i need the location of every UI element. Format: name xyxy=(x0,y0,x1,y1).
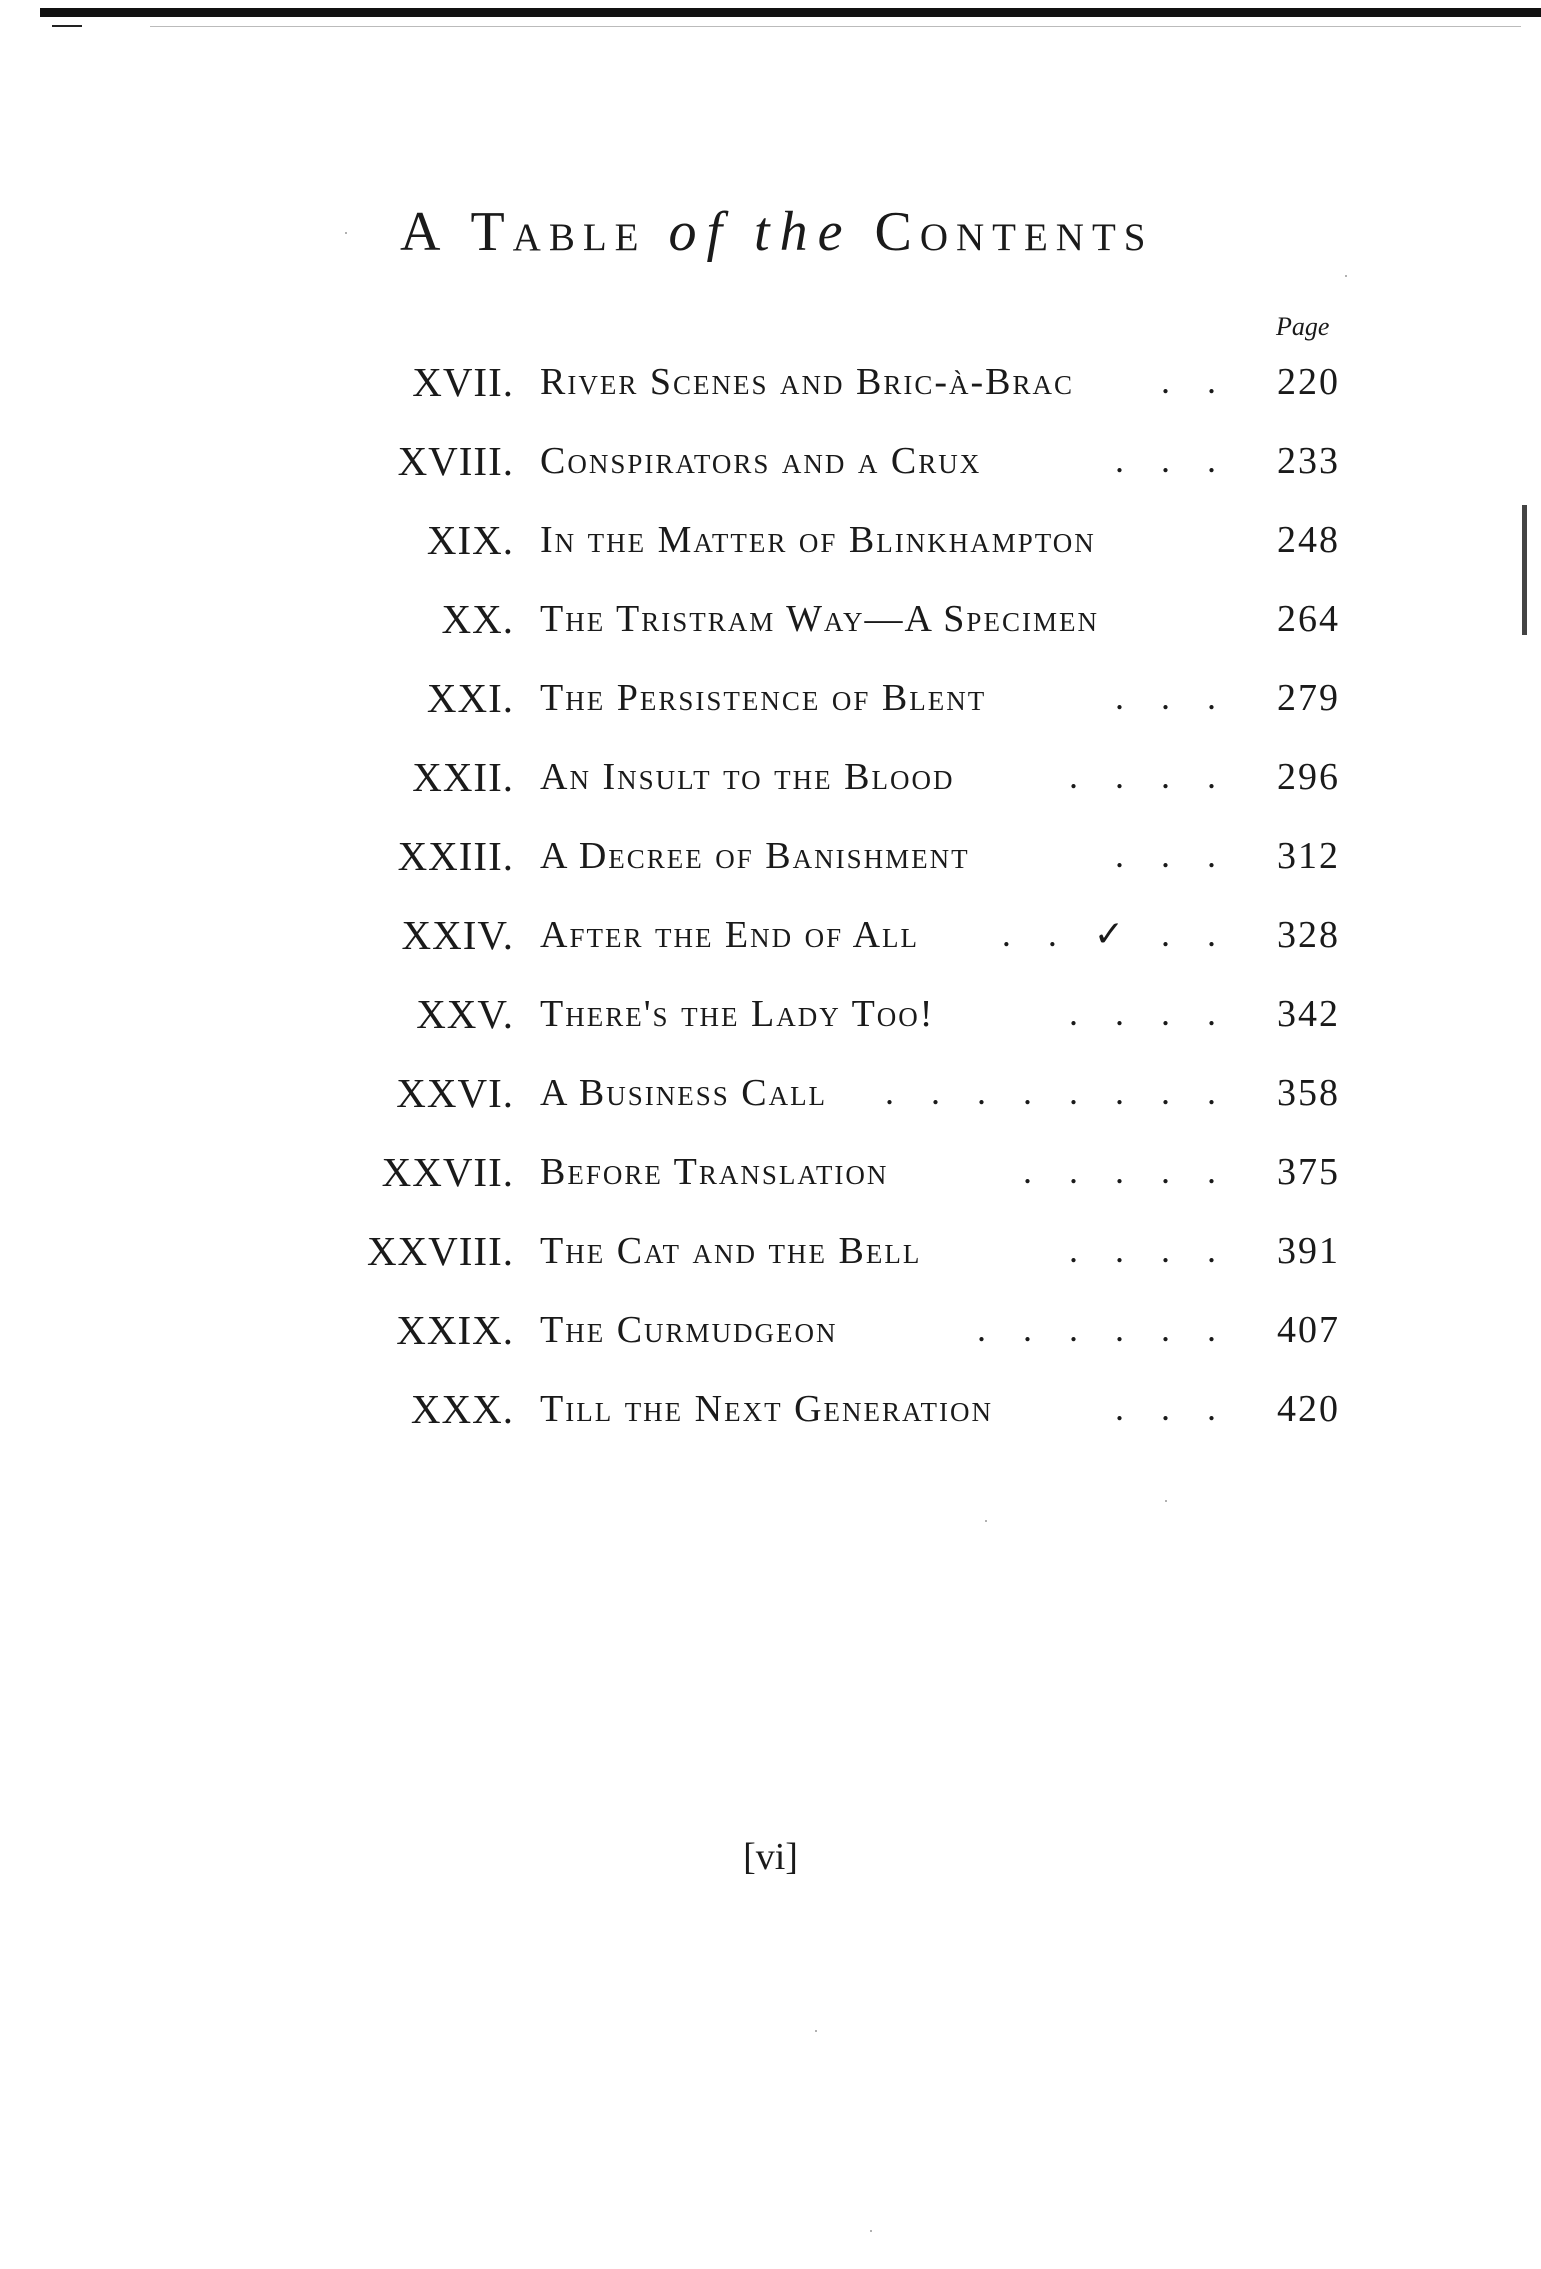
chapter-title: Till the Next Generation xyxy=(540,1388,994,1430)
paper-speck xyxy=(1345,275,1347,277)
leader-dots: . . . xyxy=(1115,1388,1230,1428)
toc-entry xyxy=(340,506,1350,585)
toc-entry xyxy=(340,348,1350,427)
chapter-page-number: 420 xyxy=(1277,1388,1340,1430)
paper-speck xyxy=(985,1520,987,1522)
toc-entry xyxy=(340,980,1350,1059)
chapter-number: XIX. xyxy=(426,517,514,563)
chapter-number: XXV. xyxy=(416,991,514,1037)
leader-dots: . . . . . xyxy=(1023,1151,1230,1191)
chapter-number: XXVI. xyxy=(396,1070,514,1116)
chapter-page-number: 375 xyxy=(1277,1151,1340,1193)
heading-word-the: the xyxy=(754,201,853,263)
chapter-title: After the End of All xyxy=(540,914,919,956)
leader-dots: . . xyxy=(1161,361,1230,401)
paper-speck xyxy=(345,232,347,234)
chapter-title: A Business Call xyxy=(540,1072,828,1114)
chapter-number: XXIII. xyxy=(397,833,514,879)
chapter-page-number: 248 xyxy=(1277,519,1340,561)
leader-dots: . . . . xyxy=(1069,993,1230,1033)
chapter-page-number: 328 xyxy=(1277,914,1340,956)
toc-list xyxy=(340,348,1350,1454)
leader-dots: . . ✓ . . xyxy=(1001,914,1230,954)
chapter-page-number: 296 xyxy=(1277,756,1340,798)
chapter-title: River Scenes and Bric-à-Brac xyxy=(540,361,1074,403)
toc-entry xyxy=(340,585,1350,664)
leader-dots: . . . . xyxy=(1069,756,1230,796)
toc-entry xyxy=(340,1296,1350,1375)
chapter-title: Conspirators and a Crux xyxy=(540,440,982,482)
toc-entry xyxy=(340,1375,1350,1454)
heading-word-of: of xyxy=(668,201,733,263)
chapter-number: XXX. xyxy=(410,1386,514,1432)
chapter-page-number: 312 xyxy=(1277,835,1340,877)
chapter-number: XXII. xyxy=(412,754,514,800)
heading-word-a: A xyxy=(400,201,449,263)
chapter-page-number: 358 xyxy=(1277,1072,1340,1114)
top-rule-faint xyxy=(150,26,1521,27)
paper-speck xyxy=(870,2230,872,2232)
page-heading xyxy=(400,200,1300,264)
toc-entry xyxy=(340,427,1350,506)
toc-entry xyxy=(340,822,1350,901)
chapter-number: XXI. xyxy=(426,675,514,721)
page-folio: [vi] xyxy=(743,1836,798,1878)
page-column-label: Page xyxy=(1276,312,1330,341)
toc-entry xyxy=(340,1138,1350,1217)
chapter-title: The Curmudgeon xyxy=(540,1309,838,1351)
heading-word-contents: Contents xyxy=(874,201,1154,263)
chapter-title: The Tristram Way—A Specimen xyxy=(540,598,1099,640)
toc-entry xyxy=(340,1217,1350,1296)
chapter-title: The Cat and the Bell xyxy=(540,1230,922,1272)
toc-entry xyxy=(340,743,1350,822)
leader-dots: . . . . . . xyxy=(977,1309,1230,1349)
chapter-number: XXIX. xyxy=(396,1307,514,1353)
chapter-page-number: 220 xyxy=(1277,361,1340,403)
chapter-title: Before Translation xyxy=(540,1151,889,1193)
chapter-number: XXVII. xyxy=(381,1149,514,1195)
toc-entry xyxy=(340,901,1350,980)
chapter-page-number: 391 xyxy=(1277,1230,1340,1272)
chapter-number: XXIV. xyxy=(401,912,514,958)
chapter-page-number: 407 xyxy=(1277,1309,1340,1351)
chapter-title: There's the Lady Too! xyxy=(540,993,935,1035)
top-rule-short xyxy=(52,25,82,27)
leader-dots: . . . xyxy=(1115,835,1230,875)
chapter-number: XXVIII. xyxy=(366,1228,514,1274)
chapter-number: XVII. xyxy=(412,359,514,405)
chapter-title: In the Matter of Blinkhampton xyxy=(540,519,1096,561)
toc-entry xyxy=(340,664,1350,743)
leader-dots: . . . xyxy=(1115,440,1230,480)
chapter-page-number: 279 xyxy=(1277,677,1340,719)
leader-dots: . . . xyxy=(1115,677,1230,717)
heading-word-table: Table xyxy=(470,201,647,263)
chapter-page-number: 264 xyxy=(1277,598,1340,640)
leader-dots: . . . . xyxy=(1069,1230,1230,1270)
top-rule xyxy=(40,8,1541,17)
chapter-title: A Decree of Banishment xyxy=(540,835,970,877)
chapter-page-number: 233 xyxy=(1277,440,1340,482)
leader-dots: . . . . . . . . xyxy=(885,1072,1230,1112)
chapter-page-number: 342 xyxy=(1277,993,1340,1035)
chapter-title: An Insult to the Blood xyxy=(540,756,955,798)
chapter-number: XX. xyxy=(441,596,514,642)
paper-speck xyxy=(1165,1500,1167,1502)
margin-mark xyxy=(1522,505,1527,635)
paper-speck xyxy=(815,2030,817,2032)
toc-entry xyxy=(340,1059,1350,1138)
chapter-title: The Persistence of Blent xyxy=(540,677,987,719)
chapter-number: XVIII. xyxy=(397,438,514,484)
